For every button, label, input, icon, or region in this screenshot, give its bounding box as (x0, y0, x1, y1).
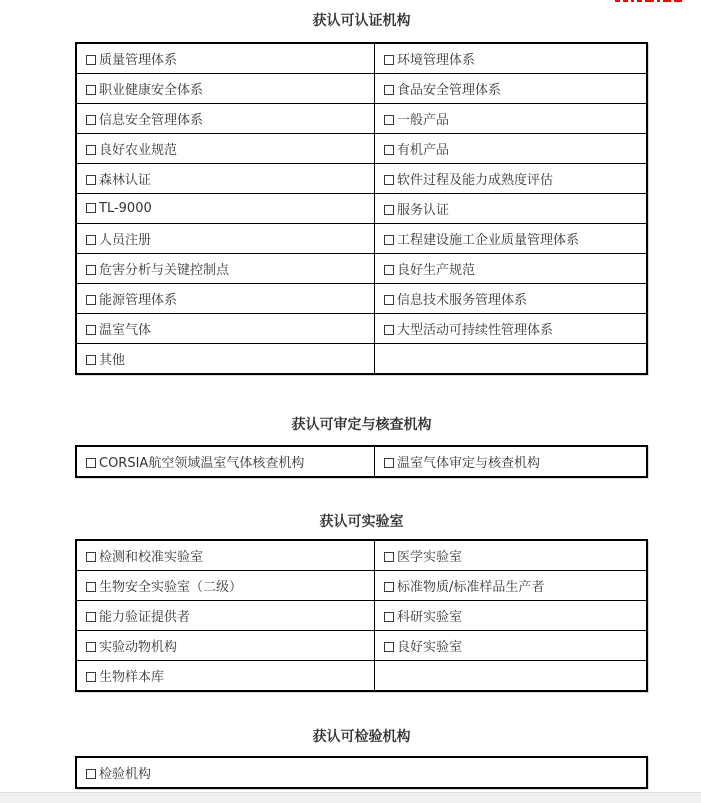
table-row (76, 343, 647, 374)
checkbox-cell[interactable] (375, 571, 648, 601)
checkbox-icon[interactable] (384, 115, 394, 125)
checkbox-icon[interactable] (86, 325, 96, 335)
checkbox-label: 森林认证 (99, 172, 152, 188)
section-title: 获认可审定与核查机构 (291, 416, 432, 433)
checkbox-icon[interactable] (384, 552, 394, 562)
checkbox-label: 医学实验室 (397, 550, 463, 566)
checkbox-cell[interactable] (76, 631, 375, 661)
checkbox-icon[interactable] (384, 265, 394, 275)
checkbox-cell[interactable] (375, 133, 648, 163)
checkbox-icon[interactable] (384, 325, 394, 335)
section-title: 获认可实验室 (319, 513, 404, 530)
checkbox-icon[interactable] (86, 672, 96, 682)
table-row (76, 631, 647, 661)
checkbox-icon[interactable] (384, 612, 394, 622)
red-mark (663, 0, 671, 2)
checkbox-cell[interactable] (375, 43, 648, 74)
checkbox-label: 信息安全管理体系 (99, 112, 204, 128)
checkbox-cell[interactable] (76, 601, 375, 631)
checkbox-icon[interactable] (384, 458, 394, 468)
section-title: 获认可检验机构 (312, 729, 411, 746)
checkbox-cell[interactable] (375, 601, 648, 631)
checklist-table (75, 539, 648, 692)
checkbox-cell[interactable] (76, 283, 375, 313)
checkbox-cell[interactable] (76, 73, 375, 103)
table-row (76, 43, 647, 74)
checkbox-label: 检测和校准实验室 (99, 550, 204, 566)
checkbox-label: 检验机构 (99, 767, 152, 783)
checkbox-cell[interactable] (375, 446, 648, 477)
checkbox-label: 温室气体 (99, 322, 152, 338)
checkbox-cell[interactable] (375, 193, 648, 223)
checkbox-label: 职业健康安全体系 (99, 82, 204, 98)
checkbox-cell[interactable] (375, 631, 648, 661)
checkbox-cell[interactable] (76, 133, 375, 163)
checkbox-cell[interactable] (375, 223, 648, 253)
checkbox-cell[interactable] (76, 43, 375, 74)
checkbox-icon[interactable] (384, 85, 394, 95)
checkbox-label: 生物安全实验室（二级） (99, 580, 243, 596)
checkbox-icon[interactable] (86, 642, 96, 652)
checkbox-label: TL-9000 (99, 200, 152, 216)
checkbox-label: 人员注册 (99, 232, 152, 248)
checkbox-cell[interactable] (76, 571, 375, 601)
table-row (76, 133, 647, 163)
checkbox-icon[interactable] (384, 55, 394, 65)
document-body (75, 0, 648, 789)
checkbox-label: 有机产品 (397, 142, 450, 158)
checkbox-icon[interactable] (384, 642, 394, 652)
table-row (76, 757, 647, 788)
checkbox-icon[interactable] (86, 175, 96, 185)
checkbox-icon[interactable] (86, 55, 96, 65)
checklist-table (75, 42, 648, 375)
table-row (76, 223, 647, 253)
checkbox-label: 大型活动可持续性管理体系 (397, 322, 554, 338)
checkbox-cell[interactable] (375, 540, 648, 571)
table-row (76, 540, 647, 571)
checkbox-label: 食品安全管理体系 (397, 82, 502, 98)
section-title: 获认可认证机构 (312, 13, 411, 29)
checkbox-icon[interactable] (86, 85, 96, 95)
table-row (76, 253, 647, 283)
checkbox-label: 实验动物机构 (99, 640, 178, 656)
checkbox-icon[interactable] (384, 235, 394, 245)
checkbox-cell[interactable] (76, 103, 375, 133)
checkbox-cell[interactable] (76, 661, 375, 692)
checkbox-label: 一般产品 (397, 112, 450, 128)
checkbox-cell[interactable] (375, 283, 648, 313)
checkbox-icon[interactable] (384, 205, 394, 215)
horizontal-scrollbar-track[interactable] (0, 792, 701, 803)
checkbox-icon[interactable] (86, 235, 96, 245)
checkbox-cell[interactable] (76, 540, 375, 571)
checkbox-label: 工程建设施工企业质量管理体系 (397, 232, 580, 248)
checkbox-cell[interactable] (76, 253, 375, 283)
table-row (76, 313, 647, 343)
empty-cell (375, 661, 648, 692)
checkbox-icon[interactable] (86, 115, 96, 125)
checkbox-cell[interactable] (76, 223, 375, 253)
checkbox-label: 科研实验室 (397, 610, 463, 626)
checkbox-icon[interactable] (86, 552, 96, 562)
empty-cell (375, 343, 648, 374)
checkbox-cell[interactable] (76, 343, 375, 374)
table-row (76, 103, 647, 133)
checkbox-cell[interactable] (76, 193, 375, 223)
checklist-table (75, 445, 648, 478)
checkbox-icon[interactable] (86, 145, 96, 155)
checkbox-icon[interactable] (86, 295, 96, 305)
table-row (76, 73, 647, 103)
checkbox-label: 温室气体审定与核查机构 (397, 455, 541, 471)
checkbox-label: 环境管理体系 (397, 52, 476, 68)
checkbox-icon[interactable] (86, 582, 96, 592)
checkbox-icon[interactable] (86, 612, 96, 622)
checkbox-label: 危害分析与关键控制点 (99, 262, 230, 278)
checkbox-cell[interactable] (375, 73, 648, 103)
checkbox-label: 服务认证 (397, 202, 450, 218)
checkbox-cell[interactable] (76, 757, 647, 788)
checkbox-label: 软件过程及能力成熟度评估 (397, 172, 554, 188)
checkbox-label: 信息技术服务管理体系 (397, 292, 528, 308)
red-mark (674, 0, 682, 2)
checkbox-label: 能源管理体系 (99, 292, 178, 308)
checkbox-icon[interactable] (86, 769, 96, 779)
form-section (75, 514, 648, 693)
form-section (75, 729, 648, 789)
table-row (76, 283, 647, 313)
checkbox-icon[interactable] (86, 458, 96, 468)
checkbox-icon[interactable] (384, 582, 394, 592)
checkbox-icon[interactable] (384, 175, 394, 185)
checkbox-label: 良好实验室 (397, 640, 463, 656)
checkbox-cell[interactable] (375, 253, 648, 283)
table-row (76, 571, 647, 601)
checkbox-label: 质量管理体系 (99, 52, 178, 68)
checkbox-label: 标准物质/标准样品生产者 (397, 580, 545, 596)
checkbox-icon[interactable] (86, 355, 96, 365)
checklist-table (75, 756, 648, 789)
table-row (76, 193, 647, 223)
checkbox-cell[interactable] (76, 313, 375, 343)
checkbox-label: 能力验证提供者 (99, 610, 191, 626)
table-row (76, 661, 647, 692)
form-section (75, 13, 648, 375)
table-row (76, 446, 647, 477)
checkbox-cell[interactable] (375, 103, 648, 133)
checkbox-label: 良好农业规范 (99, 142, 178, 158)
checkbox-icon[interactable] (384, 145, 394, 155)
checkbox-cell[interactable] (375, 163, 648, 193)
table-row (76, 601, 647, 631)
checkbox-cell[interactable] (375, 313, 648, 343)
checkbox-icon[interactable] (384, 295, 394, 305)
table-row (76, 163, 647, 193)
checkbox-label: 其他 (99, 352, 126, 368)
checkbox-label: 良好生产规范 (397, 262, 476, 278)
form-section (75, 417, 648, 478)
checkbox-icon[interactable] (86, 265, 96, 275)
checkbox-icon[interactable] (86, 203, 96, 213)
red-mark (657, 0, 660, 2)
checkbox-cell[interactable] (76, 163, 375, 193)
checkbox-label: CORSIA航空领域温室气体核查机构 (99, 455, 305, 471)
checkbox-label: 生物样本库 (99, 670, 165, 686)
checkbox-cell[interactable] (76, 446, 375, 477)
